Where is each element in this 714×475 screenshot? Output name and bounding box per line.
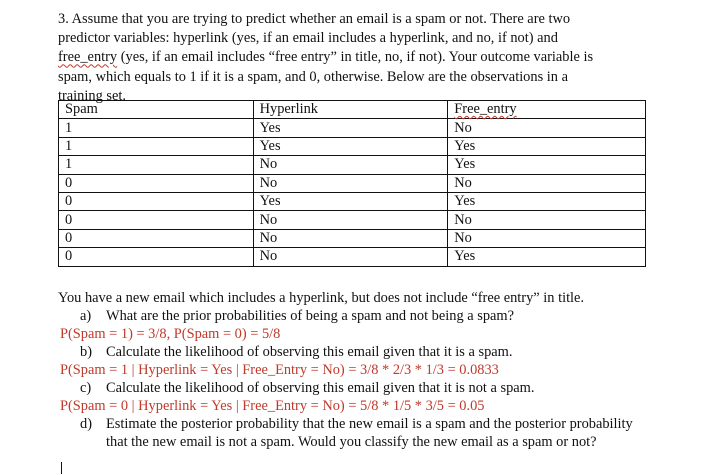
- intro-line-1: 3. Assume that you are trying to predict whether an email is a spam or not. There are two: [58, 11, 571, 27]
- table-row: [59, 119, 646, 137]
- text-cursor[interactable]: [61, 462, 62, 474]
- intro-line-2: predictor variables: hyperlink (yes, if an email includes a hyperlink, and no, if not) and: [58, 30, 558, 47]
- question-b-text: Calculate the likelihood of observing this email given that it is a spam.: [106, 344, 513, 360]
- answer-b: P(Spam = 1 | Hyperlink = Yes | Free_Entry = No) = 3/8 * 2/3 * 1/3 = 0.0833: [60, 362, 499, 378]
- question-c-text: Calculate the likelihood of observing this email given that it is not a spam.: [106, 380, 535, 396]
- cell-hyperlink: No: [253, 248, 448, 266]
- cell-free-entry: No: [448, 119, 646, 137]
- problem-intro: [58, 10, 698, 106]
- free-entry-term: free_entry: [58, 49, 118, 66]
- question-a-label: a): [80, 308, 92, 324]
- table-header-row: [59, 101, 646, 119]
- question-b-label: b): [80, 344, 92, 360]
- header-free-entry-label: Free_entry: [454, 101, 517, 118]
- table-row: [59, 156, 646, 174]
- cell-hyperlink: No: [253, 174, 448, 192]
- cell-free-entry: Yes: [448, 156, 646, 174]
- table-row: [59, 137, 646, 155]
- question-c: [58, 379, 708, 397]
- question-a: [58, 307, 708, 325]
- table-row: [59, 211, 646, 229]
- question-b: [58, 343, 708, 361]
- intro-line-3: [58, 48, 698, 67]
- cell-free-entry: Yes: [448, 248, 646, 266]
- cell-spam: 0: [59, 248, 254, 266]
- questions: [58, 289, 708, 451]
- question-a-text: What are the prior probabilities of being a spam and not being a spam?: [106, 308, 515, 324]
- intro-line-4: spam, which equals to 1 if it is a spam, and 0, otherwise. Below are the observations in a: [58, 68, 568, 85]
- header-spam: Spam: [59, 101, 254, 119]
- cell-spam: 1: [59, 137, 254, 155]
- cell-spam: 0: [59, 192, 254, 210]
- cell-hyperlink: No: [253, 156, 448, 174]
- cell-spam: 1: [59, 119, 254, 137]
- cell-free-entry: Yes: [448, 192, 646, 210]
- question-d: [58, 415, 708, 451]
- cell-free-entry: Yes: [448, 137, 646, 155]
- table-row: [59, 248, 646, 266]
- cell-spam: 0: [59, 174, 254, 192]
- answer-c: P(Spam = 0 | Hyperlink = Yes | Free_Entry = No) = 5/8 * 1/5 * 3/5 = 0.05: [60, 398, 485, 414]
- header-hyperlink: Hyperlink: [253, 101, 448, 119]
- cell-hyperlink: No: [253, 229, 448, 247]
- question-c-label: c): [80, 380, 92, 396]
- header-free-entry: [448, 101, 646, 119]
- question-lead: You have a new email which includes a hyperlink, but does not include “free entry” in title.: [58, 290, 585, 306]
- question-d-label: d): [80, 416, 92, 432]
- intro-line-5: training set.: [58, 87, 126, 104]
- answer-a: P(Spam = 1) = 3/8, P(Spam = 0) = 5/8: [60, 326, 281, 342]
- cell-free-entry: No: [448, 211, 646, 229]
- cell-hyperlink: No: [253, 211, 448, 229]
- table-row: [59, 174, 646, 192]
- cell-hyperlink: Yes: [253, 119, 448, 137]
- cell-free-entry: No: [448, 229, 646, 247]
- cell-free-entry: No: [448, 174, 646, 192]
- cell-hyperlink: Yes: [253, 192, 448, 210]
- intro-line-3-text: (yes, if an email includes “free entry” in title, no, if not). Your outcome variable is: [120, 49, 594, 66]
- question-d-text: Estimate the posterior probability that the new email is a spam and the posterior probability that the new email is not a spam. Would you classify the new email as a spam or not?: [106, 416, 633, 450]
- cell-hyperlink: Yes: [253, 137, 448, 155]
- cell-spam: 0: [59, 211, 254, 229]
- cell-spam: 1: [59, 156, 254, 174]
- table-row: [59, 229, 646, 247]
- table-row: [59, 192, 646, 210]
- cell-spam: 0: [59, 229, 254, 247]
- observations-table: [58, 100, 646, 267]
